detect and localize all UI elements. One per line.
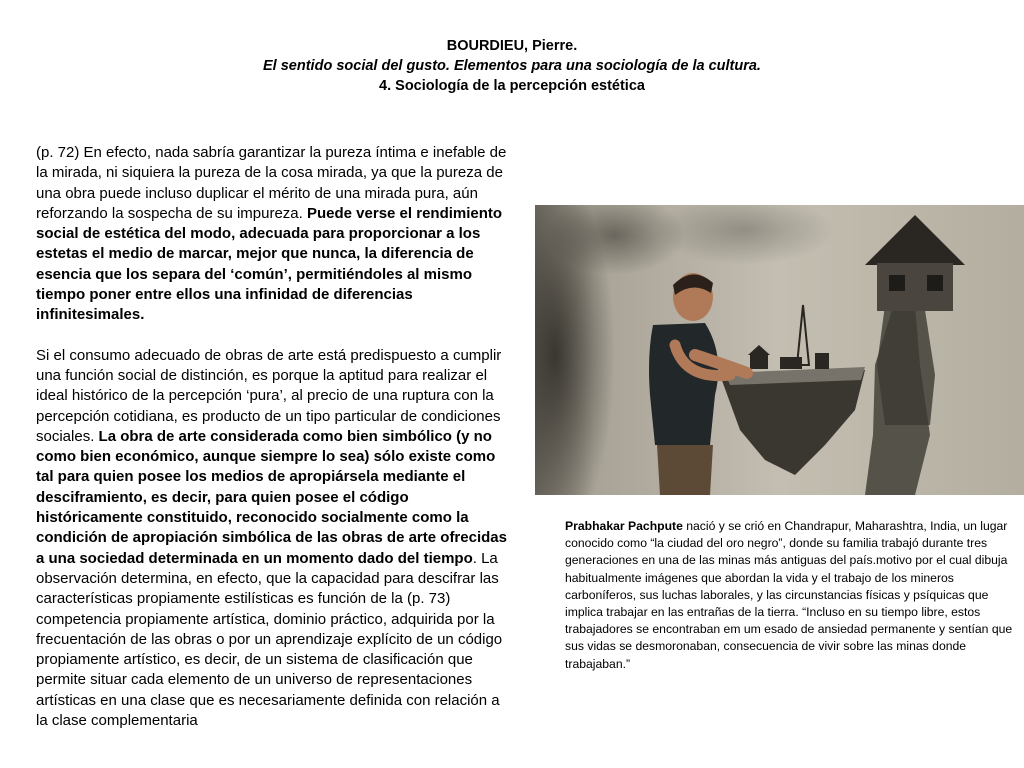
- artwork-caption: [565, 518, 1017, 673]
- paragraph-1-intro: (p. 72) En efecto, nada sabría garantizar la pureza íntima e inefable de la mirada, ni siquiera la pureza de la cosa mirada, ya que la pureza de una obra puede incluso duplicar el mérito de una mirada pura, aún reforzando la sospecha de su impureza.: [36, 144, 507, 222]
- book-title: El sentido social del gusto. Elementos para una sociología de la cultura.: [263, 58, 761, 74]
- paragraph-2-intro: Si el consumo adecuado de obras de arte está predispuesto a cumplir una función social de distinción, es porque la aptitud para realizar el ideal histórico de la percepción ‘pura’, al precio de una ruptura con la percepción cotidiana, es producto de un tipo particular de condiciones sociales.: [36, 346, 502, 445]
- paragraph-2-rest: . La observación determina, en efecto, que la capacidad para descifrar las características propiamente estilísticas es función de la (p. 73) competencia propiamente artística, dominio práctico, adquirida por la frecuentación de las obras o por un aprendizaje explícito de un código propiamente artístico, es decir, de un sistema de clasificación que permite situar cada elemento de un universo de representaciones artísticas en una clase que es necesariamente definida con relación a la clase complementaria: [36, 549, 503, 730]
- paragraph-2: [36, 346, 514, 732]
- main-text: [36, 143, 514, 731]
- slide-header: [0, 36, 1024, 96]
- paragraph-2-emphasis: La obra de arte considerada como bien simbólico (y no como bien económico, aunque siempre lo sea) sólo existe como tal para quien posee los medios de apropiársela mediante el desciframiento, es decir, para quien posee el código históricamente constituido, reconocido socialmente como la condición de apropiación simbólica de las obras de arte ofrecidas a una sociedad determinada en un momento dado del tiempo: [36, 427, 507, 567]
- paragraph-1: [36, 143, 514, 326]
- artwork-photo: [535, 205, 1024, 495]
- author-line: BOURDIEU, Pierre.: [446, 38, 578, 54]
- paragraph-1-emphasis: Puede verse el rendimiento social de estética del modo, adecuada para proporcionar a los estetas el medio de marcar, mejor que nunca, la diferencia de esencia que los separa del ‘común’, permitiéndoles al mismo tiempo poner entre ellos una infinidad de diferencias infinitesimales.: [36, 204, 503, 324]
- chapter-title: 4. Sociología de la percepción estética: [379, 78, 645, 94]
- caption-text: nació y se crió en Chandrapur, Maharashtra, India, un lugar conocido como “la ciudad del oro negro”, donde su familia trabajó durante tres generaciones en una de las minas más antiguas del país.motivo por el cual dibuja habitualmente imágenes que abordan la vida y el trabajo de los mineros carboníferos, sus luchas laborales, y las circunstancias físicas y psíquicas que implica trabajar en las entrañas de la tierra. “Incluso en su tiempo libre, estos trabajadores se encontraban em um esado de ansiedad permanente y sentían que sus vidas se desmoronaban, consecuencia de vivir sobre las minas donde trabajaban.”: [565, 519, 1013, 671]
- artist-drawing-mural-image: [535, 205, 1024, 495]
- artist-name: Prabhakar Pachpute: [565, 519, 683, 533]
